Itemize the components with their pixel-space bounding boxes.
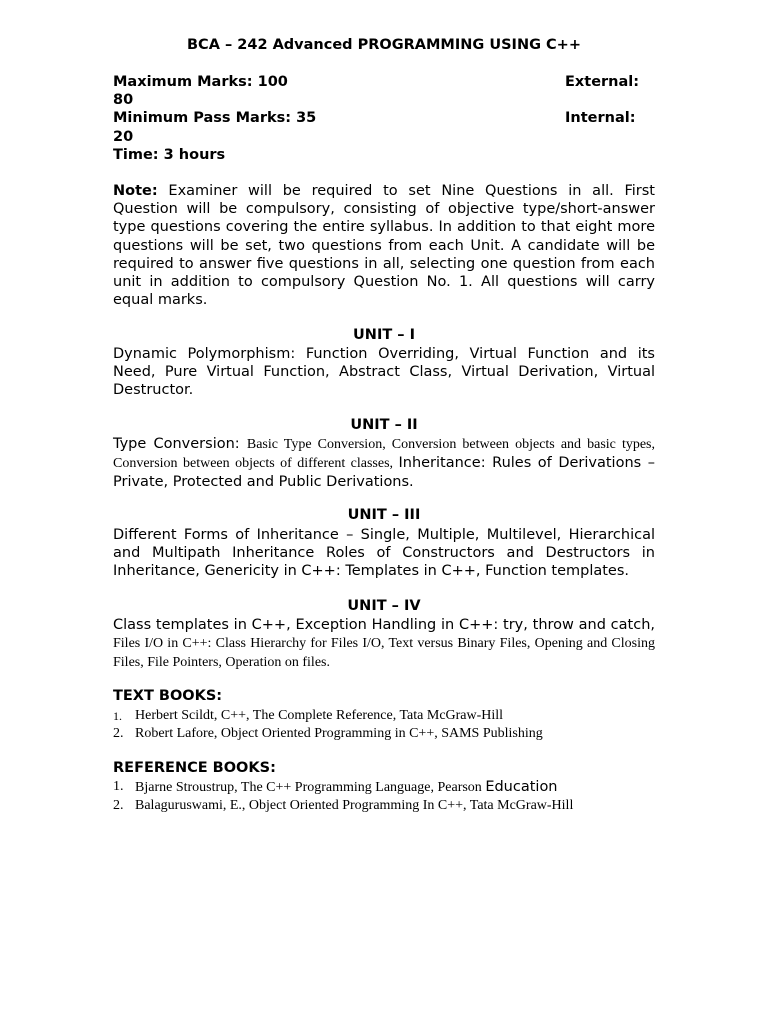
list-item-text-tail: Education: [485, 779, 558, 795]
unit-2-text: [113, 435, 655, 492]
unit-4-text-b: Files I/O in C++: Class Hierarchy for Files I/O, Text versus Binary Files, Opening and Closing Files, File Pointers, Operation on files.: [113, 636, 655, 671]
time-row: [113, 146, 655, 164]
note-text: Examiner will be required to set Nine Questions in all. First Question will be compulsory, consisting of objective type/short-answer type questions covering the entire syllabus. In addition to that eight more questions will be set, two questions from each Unit. A candidate will be required to answer five questions in all, selecting one question from each unit in addition to compulsory Question No. 1. All questions will carry equal marks.: [113, 183, 655, 309]
time-label: Time: 3 hours: [113, 146, 226, 163]
max-marks-label: Maximum Marks: 100: [113, 74, 288, 90]
text-books-heading: TEXT BOOKS:: [113, 688, 223, 704]
unit-4-text-a: Class templates in C++, Exception Handling in C++: try, throw and catch,: [113, 617, 655, 633]
list-item: [113, 707, 673, 725]
external-value-row: [113, 91, 655, 109]
list-number: 2.: [113, 798, 124, 814]
unit-2-text-c: Inheritance: Rules of Derivations – Private, Protected and Public Derivations.: [113, 455, 656, 491]
unit-1-heading: UNIT – I: [353, 327, 415, 343]
max-marks-row: [113, 73, 655, 91]
note-paragraph: [113, 182, 655, 309]
internal-value: 20: [113, 128, 134, 145]
external-value: 80: [113, 92, 134, 109]
list-number: 2.: [113, 726, 124, 742]
list-item-text: Bjarne Stroustrup, The C++ Programming Language, Pearson: [135, 780, 486, 795]
list-item-text: Robert Lafore, Object Oriented Programming in C++, SAMS Publishing: [135, 726, 543, 742]
list-item-text: Herbert Scildt, C++, The Complete Reference, Tata McGraw-Hill: [135, 708, 504, 723]
min-pass-row: [113, 109, 655, 127]
note-label: Note:: [113, 183, 158, 199]
list-number: 1.: [113, 709, 122, 723]
list-number: 1.: [113, 779, 124, 794]
internal-value-row: [113, 128, 655, 146]
min-pass-label: Minimum Pass Marks: 35: [113, 110, 317, 127]
unit-2-heading: UNIT – II: [350, 417, 418, 433]
unit-3-text: Different Forms of Inheritance – Single, Multiple, Multilevel, Hierarchical and Multipath Inheritance Roles of Constructors and Destructors in Inheritance, Genericity in C++: Templates in C++, Function templates.: [113, 527, 655, 580]
unit-3-heading: UNIT – III: [347, 507, 421, 523]
external-label: External:: [565, 74, 640, 90]
list-item: [113, 778, 673, 797]
reference-books-heading: REFERENCE BOOKS:: [113, 760, 276, 776]
unit-2-text-b: Basic Type Conversion, Conversion between objects and basic types, Conversion between objects of different classes,: [113, 437, 656, 472]
unit-4-text: [113, 616, 655, 673]
list-item: [113, 797, 673, 815]
marks-block: [113, 73, 655, 164]
unit-4-heading: UNIT – IV: [347, 598, 421, 614]
list-item: [113, 725, 673, 743]
internal-label: Internal:: [565, 110, 636, 127]
text-books-list: [113, 707, 673, 743]
reference-books-list: [113, 778, 673, 815]
unit-2-text-a: Type Conversion:: [113, 436, 247, 452]
unit-1-text: Dynamic Polymorphism: Function Overriding, Virtual Function and its Need, Pure Virtual Function, Abstract Class, Virtual Derivation, Virtual Destructor.: [113, 346, 655, 399]
course-title: BCA – 242 Advanced PROGRAMMING USING C++: [187, 37, 581, 53]
list-item-text: Balaguruswami, E., Object Oriented Programming In C++, Tata McGraw-Hill: [135, 798, 574, 814]
